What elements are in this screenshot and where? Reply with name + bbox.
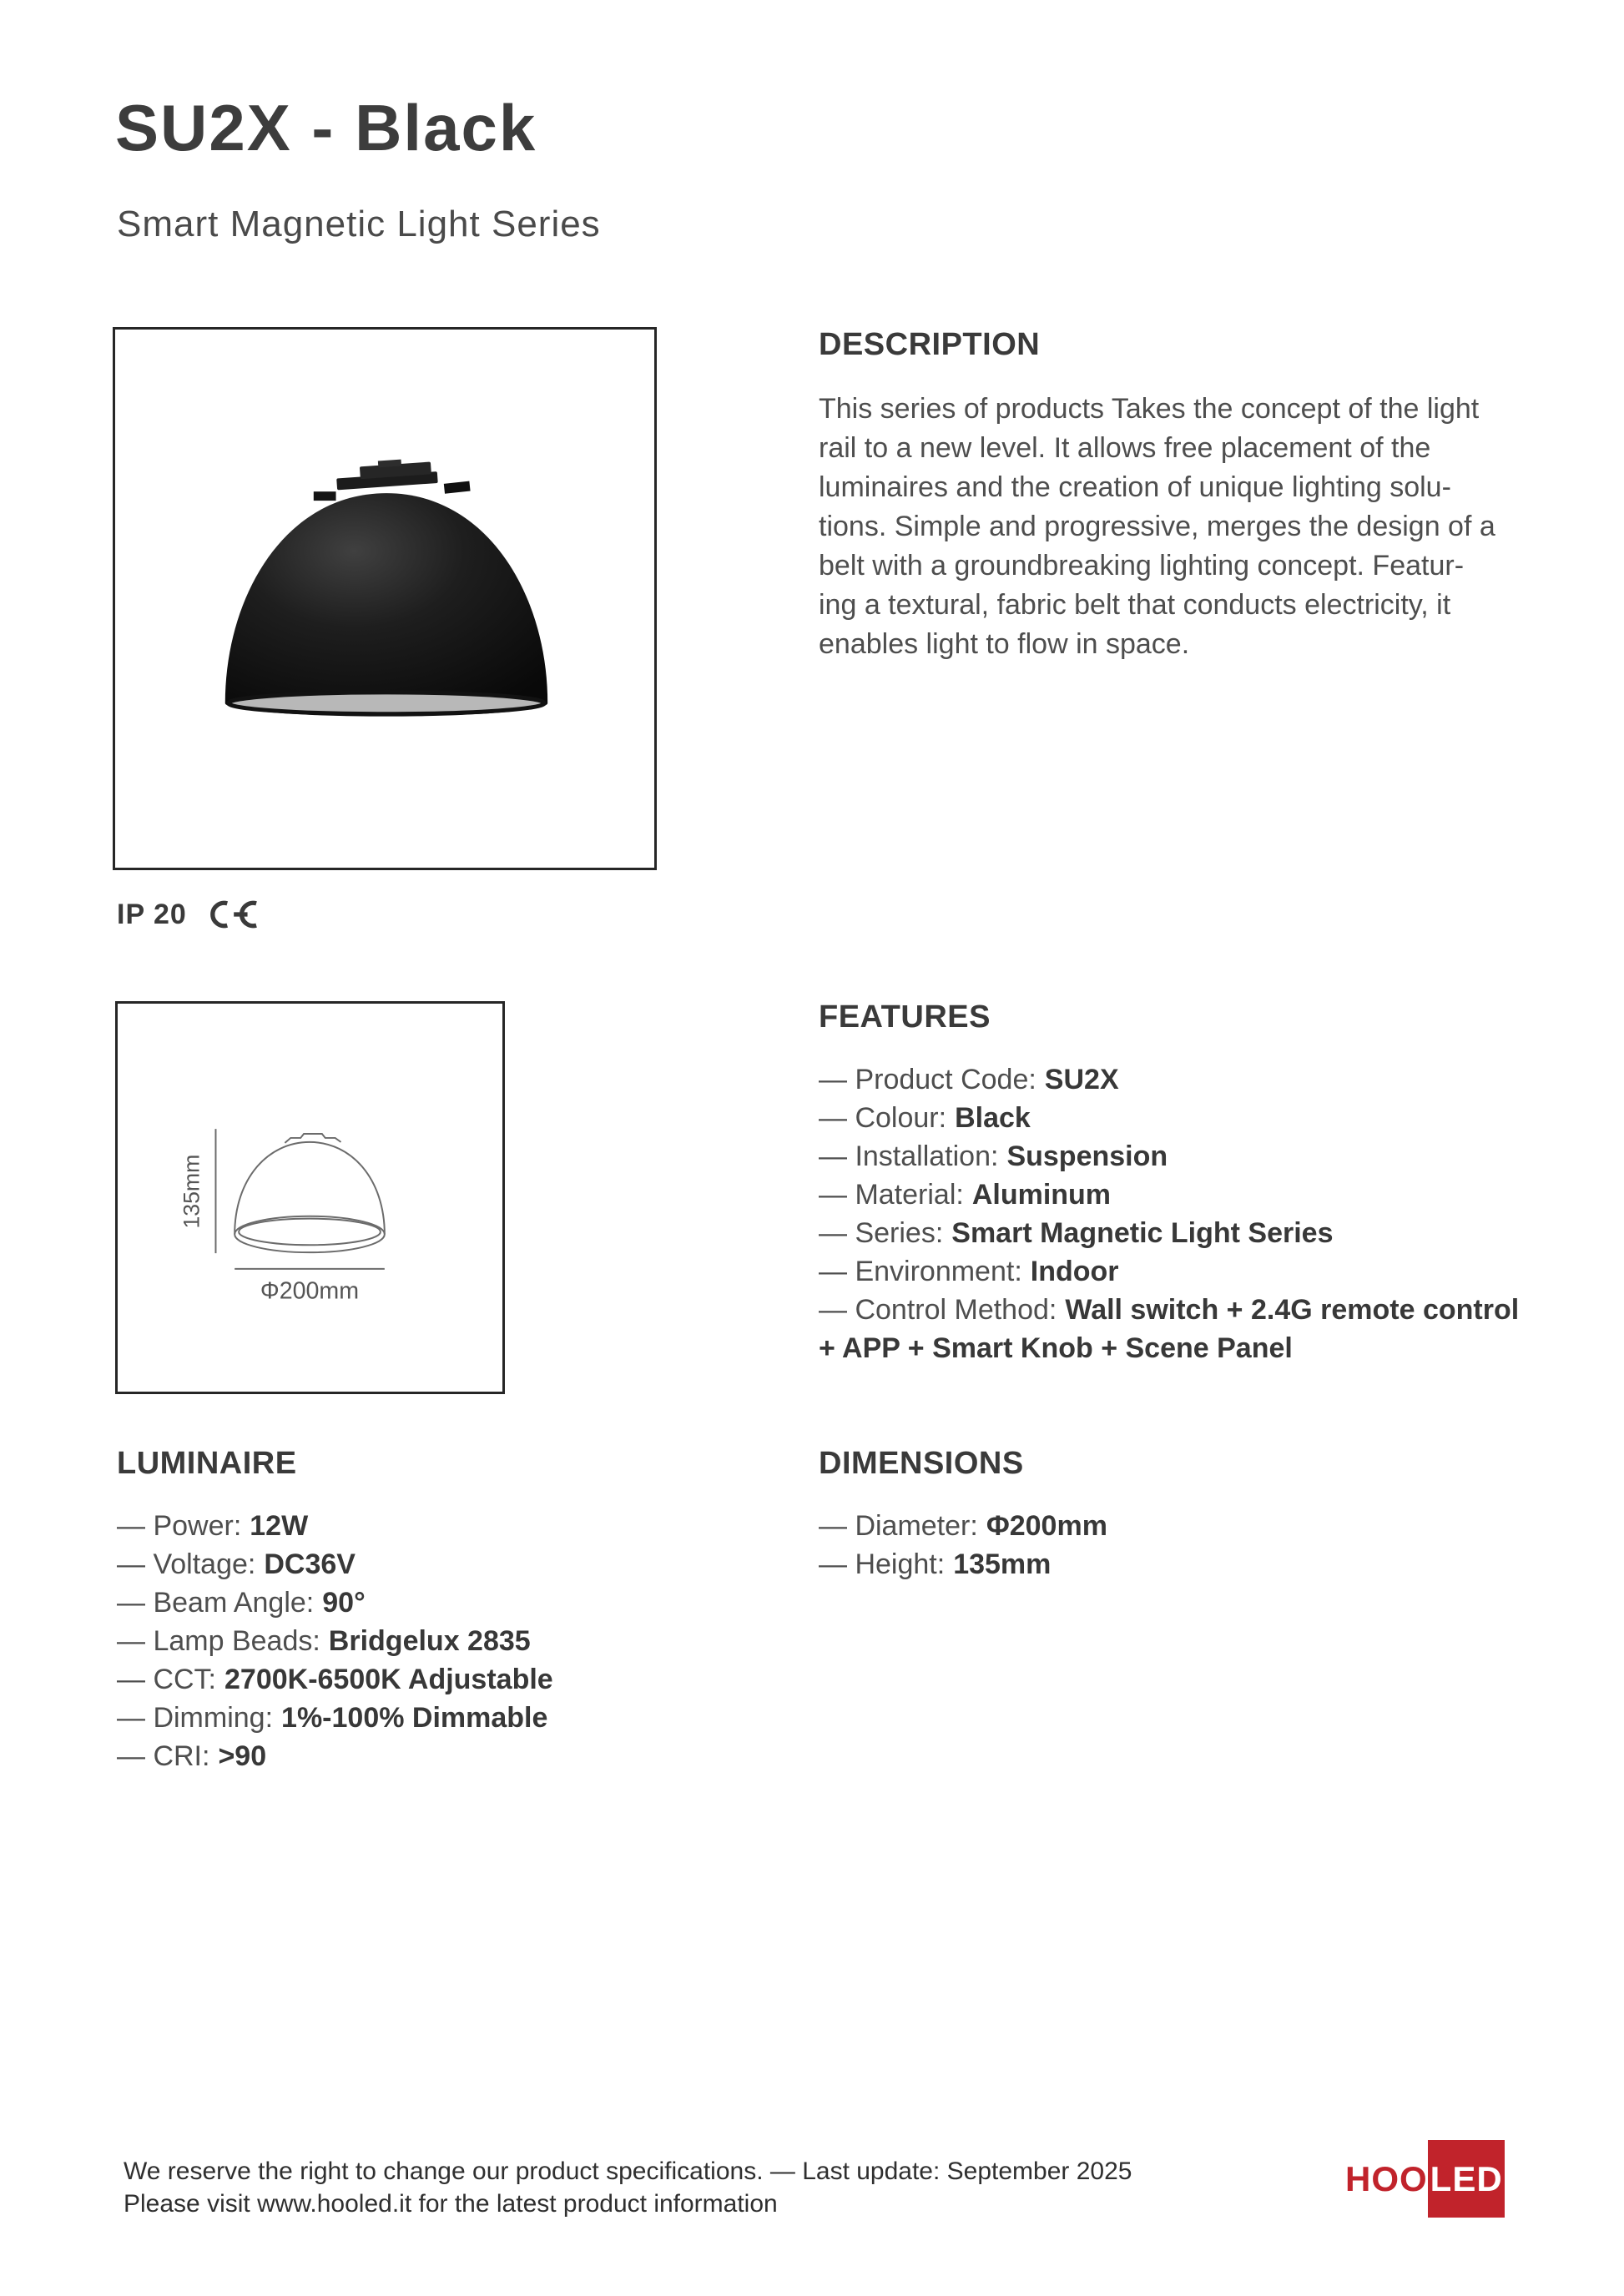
dimension-item: — Diameter: Φ200mm (819, 1510, 1107, 1542)
luminaire-heading: LUMINAIRE (117, 1446, 297, 1481)
description-line: enables light to flow in space. (819, 628, 1190, 660)
description-line: luminaires and the creation of unique lighting solu- (819, 471, 1451, 503)
luminaire-section (117, 1446, 784, 1775)
description-line: This series of products Takes the concept of the light (819, 393, 1480, 425)
certifications-row (117, 894, 258, 934)
feature-item: — Environment: Indoor (819, 1256, 1119, 1287)
product-photo-frame (113, 327, 657, 870)
dimensions-list (819, 1507, 1486, 1584)
hooled-logo (1345, 2140, 1505, 2218)
ip-rating-label: IP 20 (117, 898, 187, 930)
luminaire-list (117, 1507, 784, 1775)
luminaire-item: — CCT: 2700K-6500K Adjustable (117, 1664, 553, 1695)
dimension-item: — Height: 135mm (819, 1548, 1052, 1580)
features-heading: FEATURES (819, 999, 991, 1035)
feature-item: — Installation: Suspension (819, 1140, 1168, 1172)
footer-line-1: We reserve the right to change our product specifications. — Last update: September 2025 (124, 2158, 1132, 2185)
description-section (819, 327, 1520, 664)
dimension-diagram (118, 1004, 502, 1392)
luminaire-item: — Beam Angle: 90° (117, 1587, 366, 1619)
luminaire-item: — Power: 12W (117, 1510, 309, 1542)
description-body (819, 390, 1520, 664)
page-subtitle: Smart Magnetic Light Series (117, 204, 601, 244)
description-line: belt with a groundbreaking lighting concept. Featur- (819, 550, 1465, 582)
description-line: ing a textural, fabric belt that conducts electricity, it (819, 589, 1451, 621)
lamp-dome (225, 493, 547, 717)
description-line: rail to a new level. It allows free placement of the (819, 432, 1431, 464)
footer-disclaimer (124, 2155, 1132, 2220)
features-list (819, 1060, 1553, 1329)
dimensions-heading: DIMENSIONS (819, 1446, 1024, 1481)
luminaire-item: — Voltage: DC36V (117, 1548, 356, 1580)
logo-text-led: LED (1430, 2158, 1503, 2198)
diagram-rim-inner (239, 1219, 381, 1246)
feature-item: — Series: Smart Magnetic Light Series (819, 1217, 1334, 1249)
features-section (819, 999, 1553, 1367)
description-line: tions. Simple and progressive, merges the design of a (819, 511, 1495, 542)
feature-item: — Material: Aluminum (819, 1179, 1112, 1211)
lamp-diffuser (229, 692, 544, 714)
product-photo (115, 330, 654, 868)
page-title: SU2X - Black (115, 91, 537, 164)
feature-item: — Colour: Black (819, 1102, 1031, 1134)
luminaire-item: — Lamp Beads: Bridgelux 2835 (117, 1625, 531, 1657)
diagram-dome-outline (235, 1142, 385, 1235)
feature-item: — Product Code: SU2X (819, 1064, 1119, 1095)
feature-item-continuation: + APP + Smart Knob + Scene Panel (819, 1332, 1293, 1364)
feature-item: — Control Method: Wall switch + 2.4G remote control (819, 1294, 1520, 1326)
diagram-rim-outer (235, 1216, 385, 1252)
ce-mark-icon (207, 899, 258, 930)
diagram-diameter-label: Φ200mm (260, 1277, 360, 1305)
luminaire-item: — Dimming: 1%-100% Dimmable (117, 1702, 548, 1734)
diagram-height-label: 135mm (179, 1154, 204, 1229)
luminaire-item: — CRI: >90 (117, 1740, 267, 1772)
footer-line-2: Please visit www.hooled.it for the latest product information (124, 2190, 778, 2218)
dimension-diagram-frame (115, 1001, 505, 1394)
logo-text-hoo: HOO (1345, 2158, 1428, 2198)
logo-red-square (1428, 2140, 1505, 2218)
dimensions-section (819, 1446, 1486, 1584)
description-heading: DESCRIPTION (819, 327, 1041, 362)
